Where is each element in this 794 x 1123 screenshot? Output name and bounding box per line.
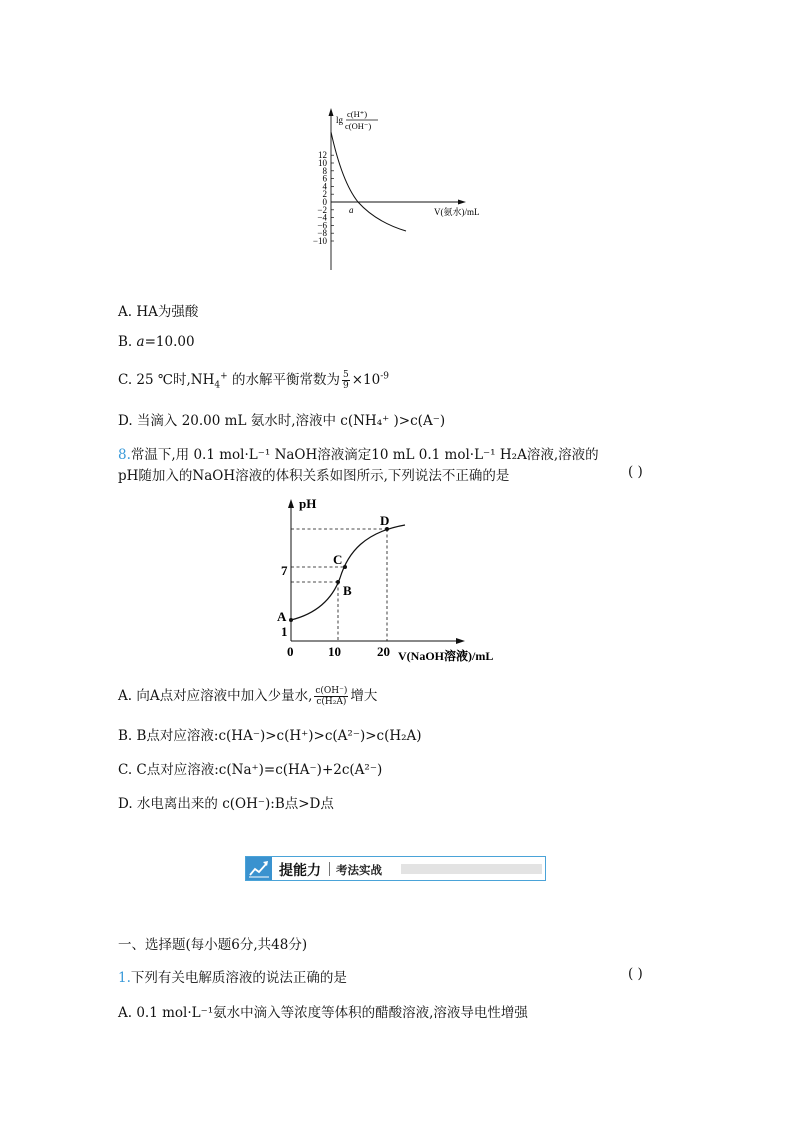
chart1-ytick-label: 4 xyxy=(322,181,327,192)
chart-growth-icon xyxy=(246,857,272,880)
q8-option-c[interactable]: C. C点对应溶液:c(Na⁺)=c(HA⁻)+2c(A²⁻) xyxy=(118,762,383,778)
q8-option-d[interactable]: D. 水电离出来的 c(OH⁻):B点>D点 xyxy=(118,796,334,812)
chart2-x-arrow xyxy=(456,638,465,644)
chart2-label-a: A xyxy=(277,609,287,624)
chart2-xlabel: V(NaOH溶液)/mL xyxy=(398,649,494,663)
q7-option-a[interactable]: A. HA为强酸 xyxy=(118,304,199,320)
chart1-curve xyxy=(331,132,406,231)
chart1-ytick-label: 8 xyxy=(322,165,327,176)
chart1-ylabel-prefix: lg xyxy=(336,115,344,125)
q7-option-c[interactable]: C. 25 ℃时$,NH_4^+$ 的水解平衡常数为 $\frac{5}{9}$ $\times 10^{-9}$ xyxy=(118,370,389,391)
chart2-point-a xyxy=(289,618,293,622)
q1-answer-paren[interactable]: ( ) xyxy=(628,966,643,982)
chart1-ytick-label: −10 xyxy=(312,236,327,246)
banner-bar xyxy=(401,864,542,874)
chart1-ytick-label: −4 xyxy=(317,212,327,223)
q7-option-b[interactable]: B. a=10.00 xyxy=(118,334,195,350)
q8-stem-line2: pH随加入的NaOH溶液的体积关系如图所示,下列说法不正确的是 xyxy=(118,468,510,484)
chart2-xtick-0: 0 xyxy=(287,644,294,659)
chart2-label-b: B xyxy=(343,583,352,598)
chart2-point-c xyxy=(343,565,347,569)
chart1-ytick-label: −8 xyxy=(317,228,327,239)
q8-fraction: $\frac{c(OH^-)}{\text{c(H₂A)}}$ xyxy=(315,686,348,707)
chart1-ytick-label: −2 xyxy=(317,204,327,215)
chart1-ytick-label: 10 xyxy=(318,158,327,168)
chart1-y-arrow xyxy=(329,108,334,116)
q8-stem-line1: 8.常温下,用 0.1 mol·L⁻¹ NaOH溶液滴定10 mL 0.1 mol·L⁻¹ H₂A溶液,溶液的 xyxy=(118,447,599,463)
chart2-label-c: C xyxy=(333,552,343,567)
q8-option-a[interactable]: A. 向A点对应溶液中加入少量水, $\frac{c(OH^-)}{\text{c(H₂A)}}$ 增大 xyxy=(118,686,378,707)
chart2-ytick-7: 7 xyxy=(281,563,288,578)
banner-subtitle: 考法实战 xyxy=(336,863,382,877)
section-banner xyxy=(245,856,546,881)
q1-option-a[interactable]: A. 0.1 mol·L⁻¹氨水中滴入等浓度等体积的醋酸溶液,溶液导电性增强 xyxy=(118,1005,528,1021)
chart-lg-ratio xyxy=(300,100,500,272)
chart2-label-d: D xyxy=(380,513,390,528)
chart-ph-titration xyxy=(270,490,530,670)
banner-divider xyxy=(329,862,330,876)
chart2-ylabel: pH xyxy=(299,496,317,511)
section-heading: 一、选择题(每小题6分,共48分) xyxy=(118,937,308,953)
q7-fraction: $\frac{5}{9}$ xyxy=(342,370,349,391)
chart1-ytick-label: 12 xyxy=(318,150,327,161)
chart2-xtick-20: 20 xyxy=(377,644,390,659)
q8-answer-paren[interactable]: ( ) xyxy=(628,464,643,480)
chart2-ytick-1: 1 xyxy=(281,624,288,639)
banner-title: 提能力 xyxy=(279,863,321,879)
q1-number: 1. xyxy=(118,970,131,986)
chart2-curve xyxy=(291,525,405,620)
chart1-ylabel-den: c(OH⁻) xyxy=(345,121,372,131)
chart1-ytick-label: 0 xyxy=(322,197,327,207)
chart1-ylabel-num: c(H⁺) xyxy=(347,109,368,119)
chart1-point-a: a xyxy=(349,205,354,215)
chart1-ytick-label: 6 xyxy=(322,173,327,184)
chart2-y-arrow xyxy=(288,499,294,508)
chart2-xtick-10: 10 xyxy=(328,644,341,659)
q8-option-b[interactable]: B. B点对应溶液:c(HA⁻)>c(H⁺)>c(A²⁻)>c(H₂A) xyxy=(118,728,422,744)
chart2-point-b xyxy=(336,580,340,584)
chart1-ytick-label: 2 xyxy=(322,189,327,200)
q8-number: 8. xyxy=(118,447,131,463)
q1-stem: 1.下列有关电解质溶液的说法正确的是 xyxy=(118,970,347,986)
chart1-ytick-label: −6 xyxy=(317,220,327,231)
chart1-xlabel: V(氨水)/mL xyxy=(434,207,480,217)
q7-option-d[interactable]: D. 当滴入 20.00 mL 氨水时,溶液中 c(NH₄⁺ )>c(A⁻) xyxy=(118,413,446,429)
chart1-x-arrow xyxy=(458,200,466,205)
